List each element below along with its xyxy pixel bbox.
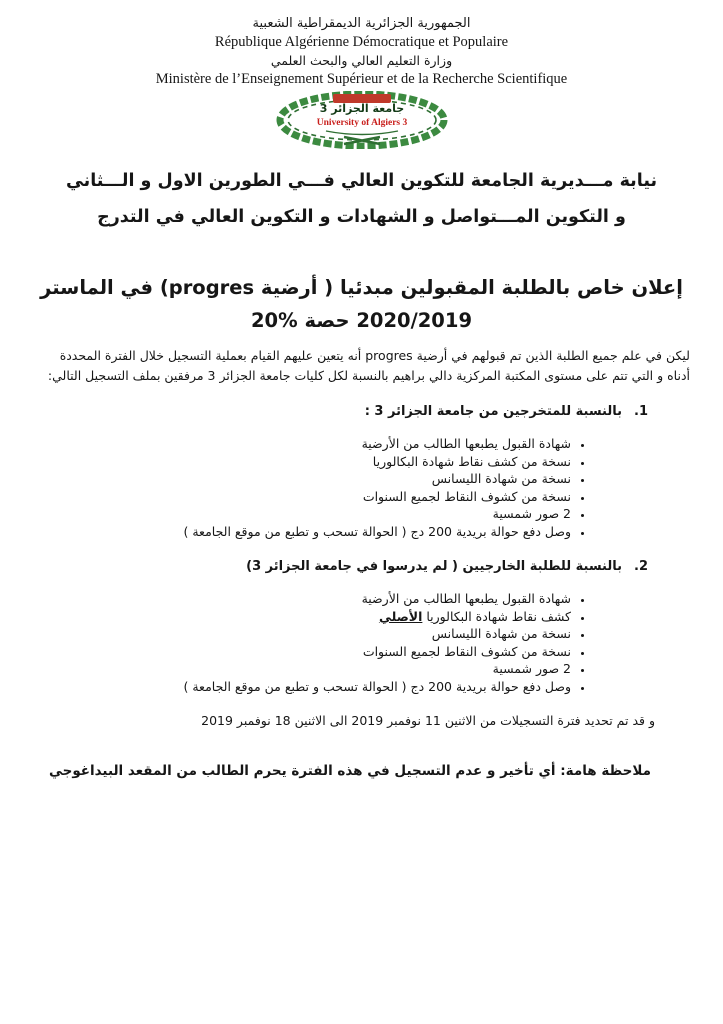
important-note <box>0 761 723 781</box>
section-2-number: 2. <box>634 559 648 574</box>
requirement-item: • شهادة القبول يطبعها الطالب من الأرضية <box>0 590 571 608</box>
section-1-heading <box>0 402 723 422</box>
requirement-item: • نسخة من كشوف النقاط لجميع السنوات <box>0 643 571 661</box>
requirement-item: • 2 صور شمسية <box>0 660 571 678</box>
republic-name-arabic: الجمهورية الجزائرية الديمقراطية الشعبية <box>252 16 471 31</box>
requirement-item: • نسخة من كشف نقاط شهادة البكالوريا <box>0 453 571 471</box>
requirement-item: • نسخة من شهادة الليسانس <box>0 625 571 643</box>
requirement-item: • نسخة من كشوف النقاط لجميع السنوات <box>0 488 571 506</box>
republic-name-french: République Algérienne Démocratique et Populaire <box>214 34 509 50</box>
official-header <box>0 0 723 89</box>
section-2-heading <box>0 557 723 577</box>
requirement-item: • وصل دفع حوالة بريدية 200 دج ( الحوالة تسحب و تطبع من موقع الجامعة ) <box>0 678 571 696</box>
ministry-name-arabic: وزارة التعليم العالي والبحث العلمي <box>270 53 453 68</box>
directorate-title-line2: و التكوين المـــتواصل و الشهادات و التكوين العالي في التدرج <box>97 207 626 227</box>
registration-period-line: و قد تم تحديد فترة التسجيلات من الاثنين 11 نوفمبر 2019 الى الاثنين 18 نوفمبر 2019 <box>201 713 655 728</box>
section-2-requirements-list <box>0 590 723 695</box>
requirement-item <box>0 608 571 626</box>
important-note-label: ملاحظة هامة: <box>560 763 651 779</box>
requirement-item-underlined-word: الأصلي <box>378 608 423 624</box>
requirement-item: • نسخة من شهادة الليسانس <box>0 470 571 488</box>
section-1-title: بالنسبة للمتخرجين من جامعة الجزائر 3 : <box>364 404 622 419</box>
section-1-number: 1. <box>634 404 648 419</box>
directorate-title <box>0 163 723 235</box>
ministry-name-french: Ministère de l’Enseignement Supérieur et de la Recherche Scientifique <box>155 71 568 87</box>
requirement-item: • 2 صور شمسية <box>0 505 571 523</box>
requirement-item: • شهادة القبول يطبعها الطالب من الأرضية <box>0 435 571 453</box>
requirement-item-text: كشف نقاط شهادة البكالوريا <box>422 608 571 624</box>
requirement-item: • وصل دفع حوالة بريدية 200 دج ( الحوالة تسحب و تطبع من موقع الجامعة ) <box>0 523 571 541</box>
announcement-title-line2: 2020/2019 حصة %20 <box>250 309 473 332</box>
announcement-title <box>0 271 723 337</box>
directorate-title-line1: نيابة مـــديرية الجامعة للتكوين العالي فـــي الطورين الاول و الـــثاني <box>65 171 658 191</box>
section-2-title: بالنسبة للطلبة الخارجيين ( لم يدرسوا في جامعة الجزائر 3) <box>246 559 622 574</box>
announcement-title-line1: إعلان خاص بالطلبة المقبولين مبدئيا ( أرضية progres) في الماستر <box>40 276 683 299</box>
section-1-requirements-list <box>0 435 723 540</box>
university-seal-icon <box>276 91 448 149</box>
intro-paragraph: ليكن في علم جميع الطلبة الذين تم قبولهم في أرضية progres أنه يتعين عليهم القيام بعملية التسجيل خلال الفترة المحددة أدناه و التي تتم على مستوى المكتبة المركزية دالي براهيم بالنسبة لكل كليات جامعة الجزائر 3 مرفقين بملف التسجيل التالي: <box>47 348 690 383</box>
important-note-text: أي تأخير و عدم التسجيل في هذه الفترة يحرم الطالب من المقعد البيداغوجي <box>48 763 561 779</box>
logo-english-name: University of Algiers 3 <box>316 118 407 128</box>
logo-arabic-name: جامعة الجزائر 3 <box>319 102 404 115</box>
university-logo <box>0 91 723 149</box>
